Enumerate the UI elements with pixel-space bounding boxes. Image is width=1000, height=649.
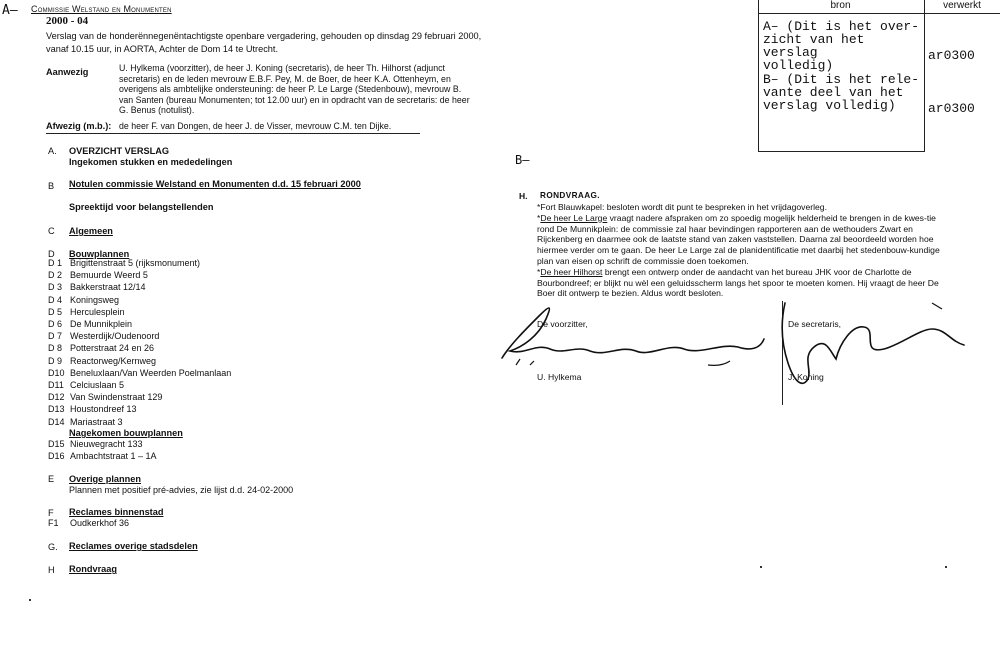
row-line: zicht van het verslag [763, 32, 865, 60]
plan-address: Houstondreef 13 [70, 404, 137, 414]
section-c-letter: C [48, 226, 55, 236]
plan-code: D15 [48, 439, 65, 449]
column-header-verwerkt: verwerkt [943, 0, 981, 11]
plan-code: D 2 [48, 270, 63, 280]
intro-paragraph: Verslag van de honderënnegenëntachtigste openbare vergadering, gehouden op dinsdag 29 februari 2000, vanaf 10.15 uur, in AORTA, Achter de Dom 14 te Utrecht. [46, 31, 482, 54]
section-a-title: OVERZICHT VERSLAG [69, 146, 170, 156]
secretary-label: De secretaris, [788, 319, 842, 329]
secretary-name: J. Koning [788, 372, 824, 382]
section-f-title: Reclames binnenstad [69, 507, 164, 517]
plan-code: D 8 [48, 343, 63, 353]
handwritten-signatures [480, 285, 1000, 415]
section-a-letter: A. [48, 146, 57, 156]
rondvraag-item: *De heer Le Large vraagt nadere afspraken om zo spoedig mogelijk helderheid te brengen in de kwes-tie rond De Munnikplein: de commissie zal haar bevindingen rapporteren aan de wethouders Zwart en Rijckenberg en daarmee ook de laatste stand van zaken vaststellen. Daarna zal beoordeeld worden hoe hiermee verder om te gaan. De heer Le Large zal de planidentificatie met daarbij het stedenbouw-kundige plan van eisen op schrift de commissie doen toekomen. [537, 212, 940, 266]
plan-code: D 6 [48, 319, 63, 329]
source-table [758, 0, 1000, 152]
secretary-signature [782, 303, 964, 383]
section-d-title: Bouwplannen [69, 249, 130, 259]
row-code: ar0300 [928, 101, 975, 116]
section-h-letter: H. [519, 191, 528, 201]
plan-code: D 9 [48, 356, 63, 366]
plan-address: Beneluxlaan/Van Weerden Poelmanlaan [70, 368, 232, 378]
plan-address: De Munnikplein [70, 319, 133, 329]
chair-label: De voorzitter, [537, 319, 588, 329]
speaker-name: De heer Hilhorst [540, 266, 603, 277]
plan-code: D13 [48, 404, 65, 414]
column-header-bron: bron [830, 0, 851, 11]
section-d-letter: D [48, 249, 55, 259]
divider-line [46, 133, 420, 134]
plan-code: D 3 [48, 282, 63, 292]
plan-code: D14 [48, 417, 65, 427]
chair-name: U. Hylkema [537, 372, 582, 382]
section-e-title: Overige plannen [69, 474, 141, 484]
item-text: vraagt nadere afspraken om zo spoedig mogelijk helderheid te brengen in de kwes-tie rond De Munnikplein: de commissie zal haar bevindingen rapporteren aan de wethouders Zwart en Rijckenberg en daarmee ook de laatste stand van zaken vaststellen. Daarna zal beoordeeld worden hoe hiermee verder om te gaan. De heer Le Large zal de planidentificatie met daarbij het stedenbouw-kundige plan van eisen op schrift de commissie doen toekomen. [537, 212, 940, 266]
plan-address: Brigittenstraat 5 (rijksmonument) [70, 258, 201, 268]
plan-code: D16 [48, 451, 65, 461]
plan-address: Potterstraat 24 en 26 [70, 343, 155, 353]
plan-code: D11 [48, 380, 64, 390]
report-number: 2000 - 04 [46, 15, 89, 27]
column-divider [924, 0, 925, 152]
page-marker-b: B– [515, 153, 530, 167]
plan-address: Van Swindenstraat 129 [70, 392, 163, 402]
table-bottom-border [758, 151, 925, 152]
plan-code: D12 [48, 392, 65, 402]
plan-code: D10 [48, 368, 65, 378]
scan-speck [945, 566, 947, 568]
plan-address: Celciuslaan 5 [70, 380, 125, 390]
section-h-title: RONDVRAAG. [540, 191, 600, 200]
plan-address: Bakkerstraat 12/14 [70, 282, 146, 292]
section-e-letter: E [48, 474, 55, 484]
plan-address: Bemuurde Weerd 5 [70, 270, 148, 280]
row-line: A– (Dit is het over- [763, 19, 920, 34]
scan-speck [760, 566, 762, 568]
section-g-letter: G. [48, 542, 58, 552]
table-left-border [758, 0, 759, 152]
row-line: volledig) [763, 58, 834, 73]
row-line: vante deel van het [763, 85, 904, 100]
plan-code: D 4 [48, 295, 63, 305]
plan-address: Westerdijk/Oudenoord [70, 331, 160, 341]
scan-speck [29, 599, 31, 601]
plan-code: D 7 [48, 331, 63, 341]
section-b-extra: Spreektijd voor belangstellenden [69, 202, 214, 212]
page-marker-a: A– [2, 3, 18, 18]
plan-address: Ambachtstraat 1 – 1A [70, 451, 157, 461]
section-b-letter: B [48, 181, 55, 191]
section-f-letter: F [48, 508, 54, 518]
plan-address: Herculesplein [70, 307, 125, 317]
present-label: Aanwezig [46, 67, 89, 77]
section-c-title: Algemeen [69, 226, 113, 236]
row-line: verslag volledig) [763, 98, 896, 113]
section-h-title: Rondvraag [69, 564, 117, 574]
header-divider [758, 13, 1000, 14]
row-code: ar0300 [928, 48, 975, 63]
section-g-title: Reclames overige stadsdelen [69, 541, 198, 551]
table-row [763, 73, 923, 112]
absent-label: Afwezig (m.b.): [46, 121, 112, 131]
item-text: brengt een ontwerp onder de aandacht van het bureau JHK voor de Charlotte de Bourbondreef; er blijkt nu wèl een geluidsscherm langs het spoor te moeten komen. Hij vraagt de heer De Boer dit ontwerp te bezien. Aldus wordt besloten. [537, 266, 939, 299]
late-plans-title: Nagekomen bouwplannen [69, 428, 183, 438]
table-row [763, 20, 923, 72]
plan-address: Reactorweg/Kernweg [70, 356, 157, 366]
section-f-item-code: F1 [48, 518, 59, 528]
chair-signature [502, 308, 764, 358]
rondvraag-item: *Fort Blauwkapel: besloten wordt dit punt te bespreken in het vrijdagoverleg. [537, 202, 827, 212]
organization-name: Commissie Welstand en Monumenten [31, 4, 172, 14]
speaker-name: De heer Le Large [540, 212, 608, 223]
present-list: U. Hylkema (voorzitter), de heer J. Koning (secretaris), de heer Th. Hilhorst (adjunct secretaris) en de leden mevrouw E.B.F. Pey, M. de Boer, de heer K.A. Ottenheym, en overigens als ambtelijke ondersteuning: de heer P. Le Large (Stedenbouw), mevrouw B. van Santen (bureau Monumenten; tot 12.00 uur) en in opdracht van de secretaris: de heer G. Benus (notulist). [119, 63, 470, 115]
plan-address: Mariastraat 3 [70, 417, 123, 427]
plan-address: Nieuwegracht 133 [70, 439, 143, 449]
section-e-text: Plannen met positief pré-advies, zie lijst d.d. 24-02-2000 [69, 485, 294, 495]
rondvraag-item: *De heer Hilhorst brengt een ontwerp onder de aandacht van het bureau JHK voor de Charlotte de Bourbondreef; er blijkt nu wèl een geluidsscherm langs het spoor te moeten komen. Hij vraagt de heer De Boer dit ontwerp te bezien. Aldus wordt besloten. [537, 266, 939, 299]
plan-address: Koningsweg [70, 295, 120, 305]
section-a-subtitle: Ingekomen stukken en mededelingen [69, 157, 233, 167]
row-line: B– (Dit is het rele- [763, 72, 920, 87]
section-h-letter: H [48, 565, 55, 575]
plan-code: D 5 [48, 307, 63, 317]
section-b-title: Notulen commissie Welstand en Monumenten d.d. 15 februari 2000 [69, 179, 361, 189]
absent-list: de heer F. van Dongen, de heer J. de Visser, mevrouw C.M. ten Dijke. [119, 121, 392, 131]
section-f-item-name: Oudkerkhof 36 [70, 518, 130, 528]
plan-code: D 1 [48, 258, 63, 268]
